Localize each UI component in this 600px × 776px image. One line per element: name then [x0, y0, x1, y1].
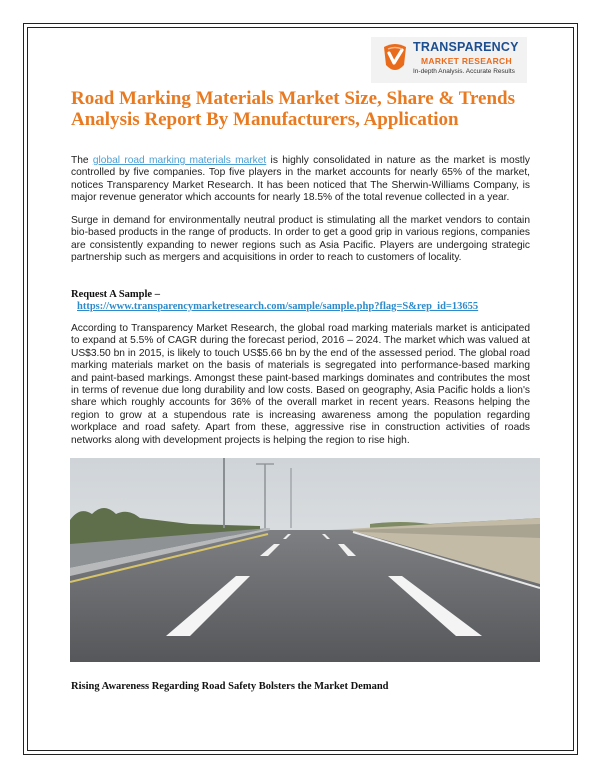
logo-emblem-icon [380, 41, 410, 75]
paragraph-forecast: According to Transparency Market Research, the global road marking materials market is anticipated to expand at 5.5% of CAGR during the forecast period, 2016 – 2024. The market which was valued at US$3.50 bn in 2015, is likely to touch US$5.66 bn by the end of the assessed period. The global road marking materials market on the basis of materials is segregated into performance-based marking and paint-based markings. Amongst these paint-based markings dominates and contributes the most in terms of revenue due long durability and low costs. Based on geography, Asia Pacific holds a lion's share which roughly accounts for 36% of the overall market in recent years. Reasons helping the region to grow at a stupendous rate is increasing awareness among the population regarding workplace and road safety. Apart from these, aggressive rise in construction activities of roads networks along with development projects is helping the region to rise high. [71, 323, 530, 446]
paragraph-intro [71, 155, 530, 205]
intro-body: is highly consolidated in nature as the market is mostly controlled by five companies. Top five players in the market accounts for nearly 65% of the market, notices Transparency Market Research. It has been noticed that The Sherwin-Williams Company, is major revenue generator which accounts for nearly 18.5% of the total revenue collected in a year. [71, 155, 530, 204]
request-sample-link[interactable]: https://www.transparencymarketresearch.com/sample/sample.php?flag=S&rep_id=13655 [77, 301, 479, 312]
paragraph-demand: Surge in demand for environmentally neutral product is stimulating all the market vendors to contain bio-based products in the range of products. In order to get a good grip in various regions, companies are consistently expanding to newer regions such as Asia Pacific. Players are undergoing strategic partnership such as mergers and acquisitions in order to reach to customers of locality. [71, 215, 530, 264]
market-link[interactable]: global road marking materials market [92, 155, 267, 166]
logo-line-2: MARKET RESEARCH [421, 56, 512, 66]
logo-line-1: TRANSPARENCY [413, 40, 519, 54]
road-photo [70, 458, 540, 662]
request-sample-label: Request A Sample – [71, 289, 160, 300]
intro-prefix: The [71, 155, 93, 166]
logo-tagline: In-depth Analysis. Accurate Results [413, 68, 515, 75]
image-caption: Rising Awareness Regarding Road Safety Bolsters the Market Demand [71, 681, 389, 692]
document-title: Road Marking Materials Market Size, Share & Trends Analysis Report By Manufacturers, Application [71, 88, 516, 130]
